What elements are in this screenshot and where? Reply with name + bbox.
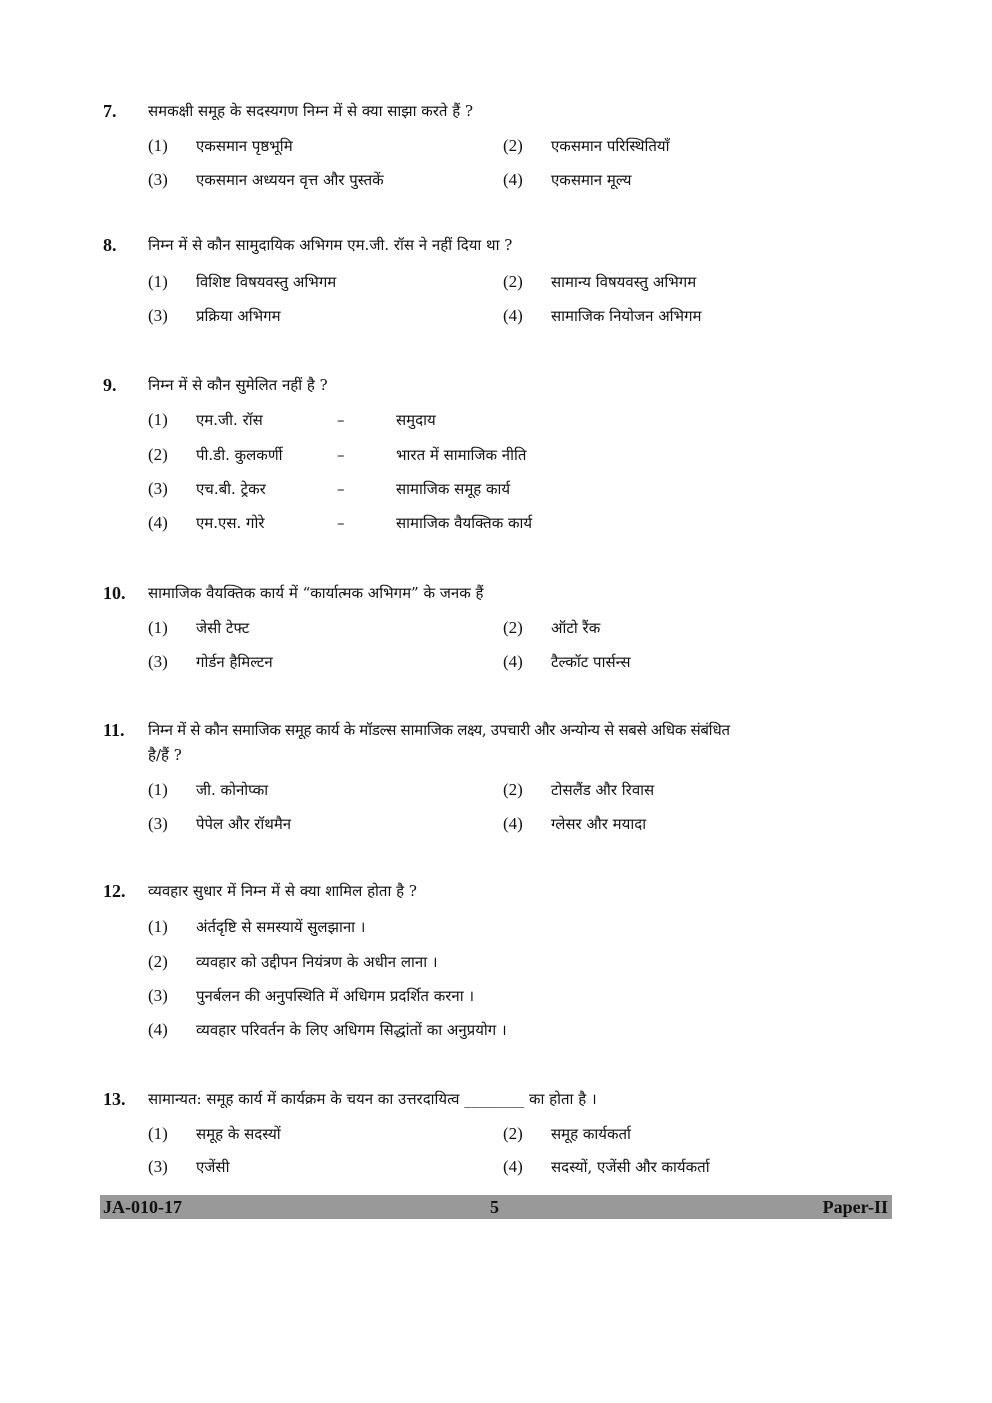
option-number: (3): [148, 306, 168, 325]
option-number: (1): [148, 136, 168, 155]
option-text: सामान्य विषयवस्तु अभिगम: [551, 273, 697, 291]
option-number: (3): [148, 652, 168, 671]
option-number: (2): [148, 952, 168, 971]
match-right: सामाजिक वैयक्तिक कार्य: [396, 514, 533, 532]
option-number: (4): [148, 1020, 168, 1039]
option-number: (1): [148, 410, 168, 429]
question-number: 11.: [103, 720, 125, 740]
option-number: (4): [503, 1157, 523, 1176]
match-left: पी.डी. कुलकर्णी: [196, 446, 283, 464]
option-text: गोर्डन हैमिल्टन: [196, 653, 273, 671]
option-text: व्यवहार को उद्दीपन नियंत्रण के अधीन लाना ।: [196, 953, 438, 971]
match-left: एम.एस. गोरे: [196, 514, 265, 532]
page-footer: [100, 1195, 892, 1219]
option-text: ऑटो रैंक: [551, 619, 601, 637]
paper-code: JA-010-17: [103, 1197, 182, 1217]
option-number: (1): [148, 917, 168, 936]
option-text: एकसमान मूल्य: [551, 171, 632, 189]
match-dash: –: [337, 446, 345, 464]
option-number: (1): [148, 618, 168, 637]
option-text: जेसी टेफ्ट: [196, 619, 250, 637]
question-text: समकक्षी समूह के सदस्यगण निम्न में से क्या साझा करते हैं ?: [148, 102, 474, 120]
option-number: (2): [503, 272, 523, 291]
option-number: (3): [148, 479, 168, 498]
option-number: (1): [148, 1124, 168, 1143]
option-number: (4): [148, 513, 168, 532]
option-number: (2): [503, 1124, 523, 1143]
question-text: निम्न में से कौन सामुदायिक अभिगम एम.जी. रॉस ने नहीं दिया था ?: [148, 236, 513, 254]
option-text: समूह कार्यकर्ता: [551, 1125, 631, 1143]
question-number: 9.: [103, 375, 117, 395]
question-number: 8.: [103, 235, 117, 255]
option-text: टोसलैंड और रिवास: [551, 781, 655, 799]
option-number: (2): [148, 445, 168, 464]
option-text: प्रक्रिया अभिगम: [196, 307, 281, 325]
option-text: एकसमान अध्ययन वृत्त और पुस्तकें: [196, 171, 384, 189]
option-number: (4): [503, 306, 523, 325]
option-number: (3): [148, 170, 168, 189]
match-left: एम.जी. रॉस: [196, 411, 263, 429]
match-right: सामाजिक समूह कार्य: [396, 480, 511, 498]
paper-label: Paper-II: [822, 1197, 888, 1217]
option-number: (1): [148, 780, 168, 799]
option-number: (3): [148, 814, 168, 833]
option-text: एकसमान परिस्थितियाँ: [551, 137, 670, 155]
option-text: ग्लेसर और मयादा: [551, 815, 647, 833]
match-dash: –: [337, 514, 345, 532]
option-number: (3): [148, 986, 168, 1005]
question-number: 10.: [103, 583, 126, 603]
page-number: 5: [490, 1197, 499, 1217]
option-text: समूह के सदस्यों: [196, 1125, 281, 1143]
question-text: निम्न में से कौन सुमेलित नहीं है ?: [148, 376, 328, 394]
question-text: सामाजिक वैयक्तिक कार्य में “कार्यात्मक अभिगम” के जनक हैं: [148, 584, 484, 602]
match-right: भारत में सामाजिक नीति: [396, 446, 527, 464]
question-text: निम्न में से कौन समाजिक समूह कार्य के मॉडल्स सामाजिक लक्ष्य, उपचारी और अन्योन्य से सबसे अधिक संबंधित: [148, 721, 730, 739]
question-number: 13.: [103, 1089, 126, 1109]
question-text: सामान्यत: समूह कार्य में कार्यक्रम के चयन का उत्तरदायित्व ________ का होता है ।: [148, 1090, 597, 1108]
option-number: (2): [503, 780, 523, 799]
match-dash: –: [337, 411, 345, 429]
option-text: सामाजिक नियोजन अभिगम: [551, 307, 702, 325]
option-text: विशिष्ट विषयवस्तु अभिगम: [196, 273, 337, 291]
option-text: व्यवहार परिवर्तन के लिए अधिगम सिद्धांतों का अनुप्रयोग ।: [196, 1021, 507, 1039]
option-number: (4): [503, 170, 523, 189]
option-text: जी. कोनोप्का: [196, 781, 269, 799]
option-number: (4): [503, 814, 523, 833]
question-number: 7.: [103, 101, 117, 121]
option-text: सदस्यों, एजेंसी और कार्यकर्ता: [551, 1158, 710, 1176]
option-text: एजेंसी: [196, 1158, 230, 1176]
match-dash: –: [337, 480, 345, 498]
option-number: (4): [503, 652, 523, 671]
option-number: (1): [148, 272, 168, 291]
question-text-continued: है/हैं ?: [148, 746, 182, 764]
option-number: (3): [148, 1157, 168, 1176]
option-text: टैल्कॉट पार्सन्स: [551, 653, 631, 671]
option-text: पुनर्बलन की अनुपस्थिति में अधिगम प्रदर्शित करना ।: [196, 987, 475, 1005]
option-number: (2): [503, 136, 523, 155]
option-text: पेपेल और रॉथमैन: [196, 815, 292, 833]
option-text: अंर्तदृष्टि से समस्यायें सुलझाना ।: [196, 918, 366, 936]
match-right: समुदाय: [396, 411, 436, 429]
question-text: व्यवहार सुधार में निम्न में से क्या शामिल होता है ?: [148, 882, 417, 900]
question-number: 12.: [103, 881, 126, 901]
option-number: (2): [503, 618, 523, 637]
match-left: एच.बी. ट्रेकर: [196, 480, 266, 498]
option-text: एकसमान पृष्ठभूमि: [196, 137, 293, 155]
